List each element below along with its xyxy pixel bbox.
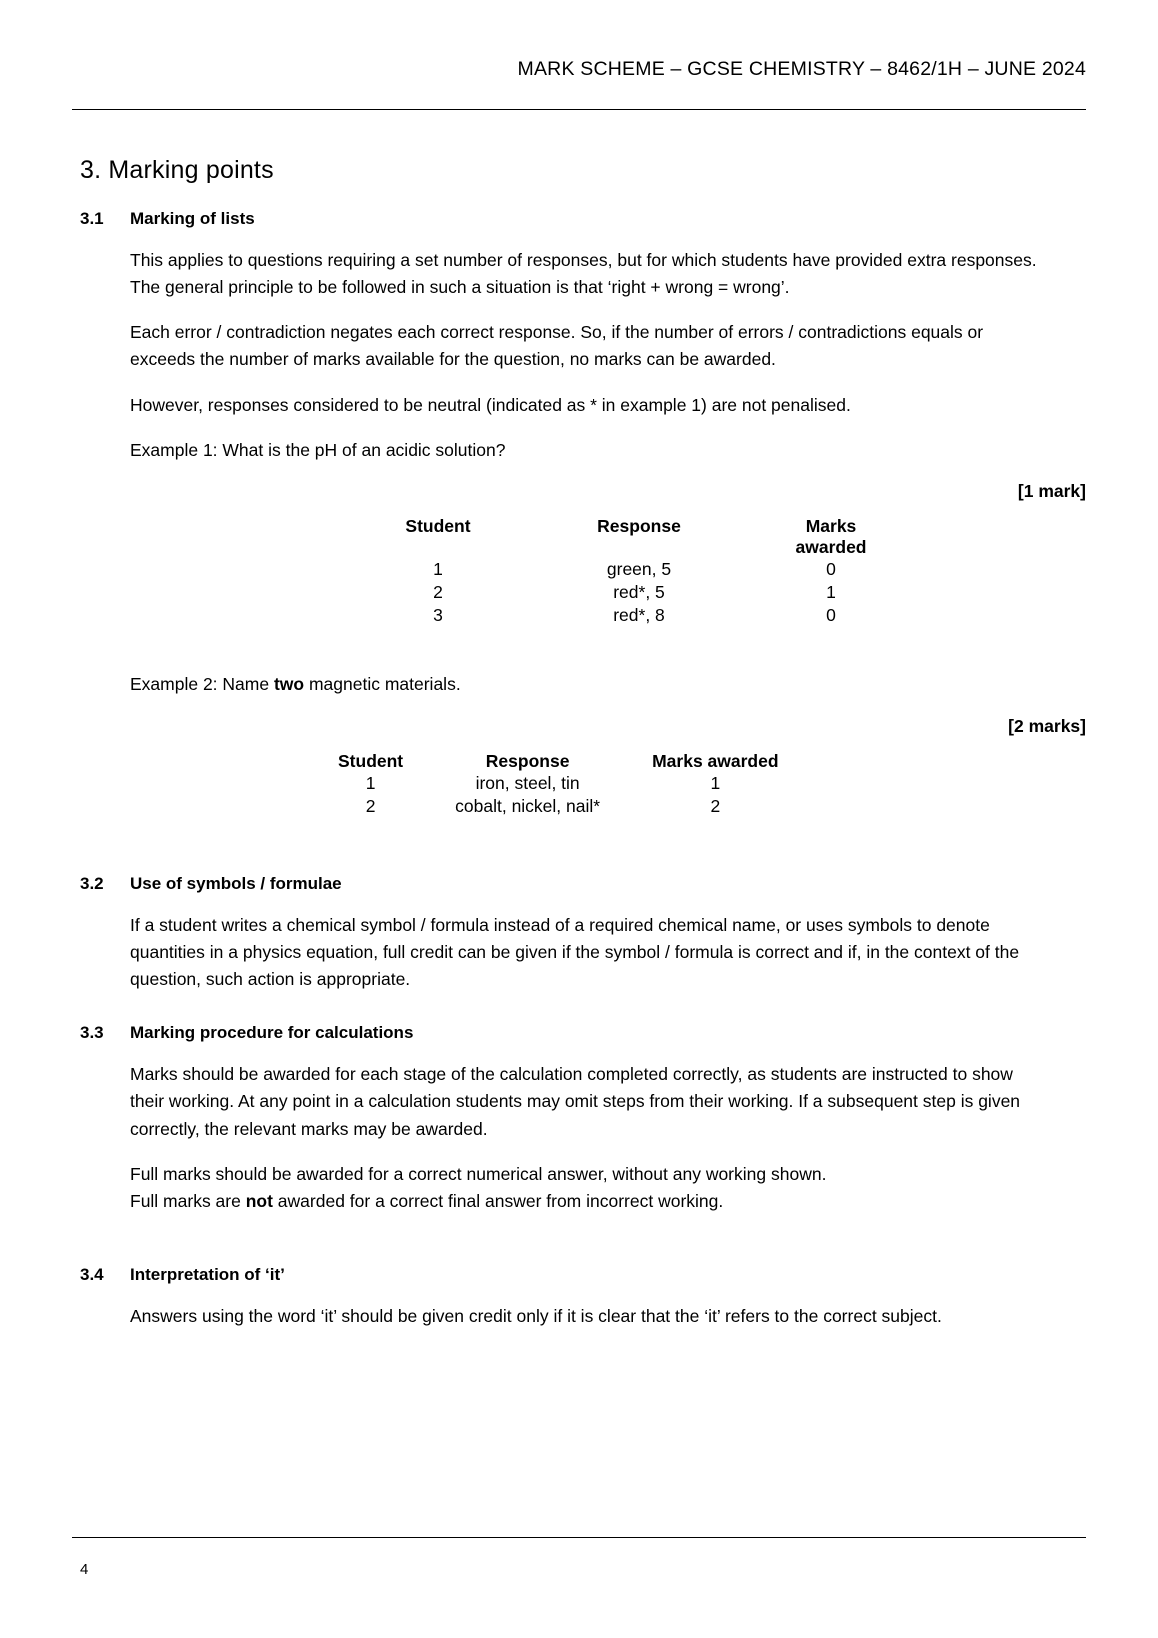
cell-marks: 2 (710, 795, 721, 816)
table-header-row (348, 516, 912, 558)
column-header-response: Response (485, 750, 570, 771)
paragraph-3-4-1: Answers using the word ‘it’ should be given credit only if it is clear that the ‘it’ refers to the correct subject. (130, 1305, 942, 1326)
cell-response: cobalt, nickel, nail* (455, 795, 601, 816)
subsection-3-1 (72, 209, 1086, 229)
subsection-heading: Interpretation of ‘it’ (130, 1264, 285, 1284)
example-1-table (348, 516, 912, 627)
cell-marks: 0 (826, 605, 836, 626)
cell-student: 2 (433, 582, 443, 603)
table-row (312, 772, 805, 795)
example-2-intro-post: magnetic materials. (304, 674, 461, 695)
table-row (348, 604, 912, 627)
column-header-response: Response (597, 516, 681, 537)
subsection-3-3 (72, 1023, 1086, 1043)
subsection-number: 3.2 (80, 873, 104, 893)
subsection-3-2 (72, 874, 1086, 894)
cell-student: 1 (433, 559, 443, 580)
column-header-student: Student (338, 750, 404, 771)
paragraph-3-3-2 (130, 1161, 1040, 1215)
subsection-number: 3.3 (80, 1023, 104, 1043)
cell-student: 3 (433, 605, 443, 626)
cell-marks: 0 (826, 559, 836, 580)
example-2-table (312, 751, 805, 818)
subsection-number: 3.1 (80, 209, 104, 228)
paragraph-3-3-2-line1: Full marks should be awarded for a correct numerical answer, without any working shown. (130, 1163, 827, 1184)
cell-response: green, 5 (606, 559, 672, 580)
cell-response: iron, steel, tin (475, 772, 580, 793)
paragraph-3-3-1: Marks should be awarded for each stage of the calculation completed correctly, as students are instructed to show their working. At any point in a calculation students may omit steps from their working. If a subsequent step is given correctly, the relevant marks may be awarded. (130, 1064, 1021, 1139)
table-row (348, 558, 912, 581)
cell-student: 1 (365, 772, 376, 793)
page-header (72, 0, 1086, 81)
example-2-marks: [2 marks] (1008, 715, 1086, 736)
header-divider (72, 109, 1086, 110)
page-content (72, 118, 1086, 1330)
subsection-number: 3.4 (80, 1264, 104, 1284)
cell-response: red*, 5 (613, 582, 665, 603)
paragraph-3-1-1: This applies to questions requiring a set number of responses, but for which students have provided extra responses. The general principle to be followed in such a situation is that ‘right + wrong = wrong’. (130, 250, 1037, 298)
cell-response: red*, 8 (613, 605, 665, 626)
column-header-marks-line1: Marks (805, 516, 857, 537)
paragraph-3-3-2-bold: not (245, 1190, 273, 1211)
example-2-intro-pre: Example 2: Name (130, 674, 274, 695)
example-1-marks: [1 mark] (1017, 481, 1086, 502)
cell-marks: 1 (710, 772, 721, 793)
subsection-heading: Use of symbols / formulae (130, 873, 342, 893)
subsection-heading: Marking procedure for calculations (130, 1023, 414, 1043)
column-header-marks-line2: awarded (795, 537, 867, 558)
column-header-student: Student (405, 516, 471, 537)
column-header-marks-awarded (750, 516, 912, 558)
cell-marks: 1 (826, 582, 836, 603)
page-title: 3. Marking points (80, 156, 274, 184)
paragraph-3-3-2-line2-post: awarded for a correct final answer from incorrect working. (272, 1190, 724, 1211)
column-header-marks-awarded: Marks awarded (652, 750, 779, 771)
paragraph-3-1-3: However, responses considered to be neutral (indicated as * in example 1) are not penalised. (130, 394, 851, 415)
page-number: 4 (80, 1561, 89, 1578)
footer-divider (72, 1537, 1086, 1538)
example-1-intro: Example 1: What is the pH of an acidic solution? (130, 439, 506, 460)
paragraph-3-2-1: If a student writes a chemical symbol / formula instead of a required chemical name, or uses symbols to denote quantities in a physics equation, full credit can be given if the symbol / formula is correct and if, in the context of the question, such action is appropriate. (130, 914, 1020, 990)
table-row (312, 795, 805, 818)
cell-student: 2 (365, 795, 376, 816)
subsection-heading: Marking of lists (130, 209, 255, 228)
header-text: MARK SCHEME – GCSE CHEMISTRY – 8462/1H – JUNE 2024 (517, 58, 1086, 80)
table-header-row (312, 751, 805, 772)
paragraph-3-3-2-line2-pre: Full marks are (130, 1190, 246, 1211)
table-row (348, 581, 912, 604)
example-2-intro-bold: two (273, 674, 305, 695)
paragraph-3-1-2: Each error / contradiction negates each correct response. So, if the number of errors / contradictions equals or exceeds the number of marks available for the question, no marks can be awarded. (130, 322, 984, 370)
subsection-3-4 (72, 1265, 1086, 1285)
example-2-intro (130, 671, 1040, 698)
